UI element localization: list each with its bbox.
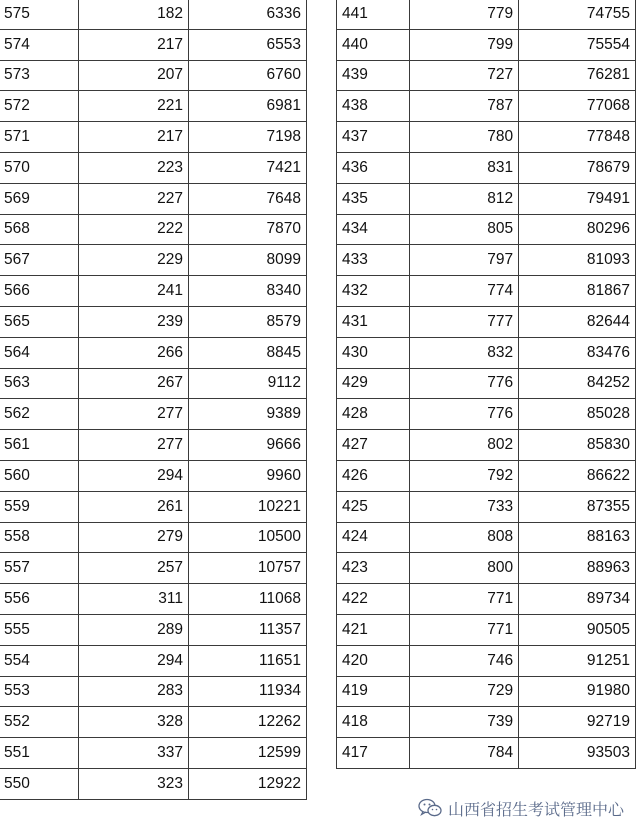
table-row [0,768,307,799]
score-cell: 424 [337,522,410,553]
count-cell: 779 [410,0,519,29]
count-cell: 328 [79,707,189,738]
table-row [0,214,307,245]
watermark-text: 山西省招生考试管理中心 [448,799,625,819]
table-row [0,183,307,214]
count-cell: 279 [79,522,189,553]
count-cell: 812 [410,183,519,214]
score-cell: 562 [0,399,79,430]
cumulative-cell: 6336 [189,0,307,29]
table-row [0,460,307,491]
cumulative-cell: 9666 [189,430,307,461]
count-cell: 182 [79,0,189,29]
table-row [0,645,307,676]
score-cell: 574 [0,29,79,60]
count-cell: 207 [79,60,189,91]
table-row [337,707,636,738]
score-cell: 438 [337,91,410,122]
count-cell: 774 [410,276,519,307]
table-row [337,491,636,522]
count-cell: 229 [79,245,189,276]
count-cell: 808 [410,522,519,553]
table-row [0,29,307,60]
cumulative-cell: 85830 [519,430,636,461]
score-cell: 428 [337,399,410,430]
cumulative-cell: 11357 [189,614,307,645]
score-cell: 553 [0,676,79,707]
count-cell: 266 [79,337,189,368]
count-cell: 257 [79,553,189,584]
table-row [0,368,307,399]
score-cell: 561 [0,430,79,461]
count-cell: 800 [410,553,519,584]
count-cell: 261 [79,491,189,522]
cumulative-cell: 10500 [189,522,307,553]
cumulative-cell: 8340 [189,276,307,307]
table-row [337,399,636,430]
score-cell: 573 [0,60,79,91]
score-cell: 436 [337,152,410,183]
count-cell: 223 [79,152,189,183]
cumulative-cell: 10221 [189,491,307,522]
score-cell: 421 [337,614,410,645]
count-cell: 831 [410,152,519,183]
score-cell: 437 [337,122,410,153]
score-cell: 425 [337,491,410,522]
score-cell: 575 [0,0,79,29]
table-row [0,430,307,461]
table-row [337,183,636,214]
score-cell: 570 [0,152,79,183]
table-row [0,553,307,584]
count-cell: 832 [410,337,519,368]
score-cell: 569 [0,183,79,214]
score-cell: 566 [0,276,79,307]
table-row [337,553,636,584]
cumulative-cell: 6981 [189,91,307,122]
count-cell: 733 [410,491,519,522]
count-cell: 283 [79,676,189,707]
table-row [337,122,636,153]
table-row [0,337,307,368]
table-row [0,306,307,337]
count-cell: 771 [410,614,519,645]
table-row [337,430,636,461]
count-cell: 776 [410,368,519,399]
watermark [412,790,636,826]
table-row [0,491,307,522]
score-cell: 418 [337,707,410,738]
count-cell: 311 [79,584,189,615]
table-row [0,276,307,307]
score-cell: 572 [0,91,79,122]
count-cell: 784 [410,738,519,769]
table-row [0,122,307,153]
cumulative-cell: 79491 [519,183,636,214]
table-row [0,91,307,122]
cumulative-cell: 12599 [189,738,307,769]
score-cell: 559 [0,491,79,522]
score-cell: 422 [337,584,410,615]
score-cell: 434 [337,214,410,245]
table-row [0,0,307,29]
count-cell: 802 [410,430,519,461]
score-cell: 552 [0,707,79,738]
score-cell: 431 [337,306,410,337]
cumulative-cell: 90505 [519,614,636,645]
cumulative-cell: 7421 [189,152,307,183]
cumulative-cell: 93503 [519,738,636,769]
table-row [0,522,307,553]
score-cell: 563 [0,368,79,399]
score-cell: 427 [337,430,410,461]
count-cell: 222 [79,214,189,245]
table-row [337,214,636,245]
cumulative-cell: 80296 [519,214,636,245]
score-cell: 571 [0,122,79,153]
cumulative-cell: 11934 [189,676,307,707]
cumulative-cell: 83476 [519,337,636,368]
score-cell: 429 [337,368,410,399]
cumulative-cell: 88163 [519,522,636,553]
score-table-left-body [0,0,307,799]
score-table-left [0,0,307,800]
count-cell: 792 [410,460,519,491]
count-cell: 277 [79,399,189,430]
cumulative-cell: 85028 [519,399,636,430]
cumulative-cell: 88963 [519,553,636,584]
cumulative-cell: 6553 [189,29,307,60]
table-row [0,738,307,769]
count-cell: 780 [410,122,519,153]
table-row [337,306,636,337]
score-cell: 557 [0,553,79,584]
cumulative-cell: 92719 [519,707,636,738]
cumulative-cell: 8099 [189,245,307,276]
cumulative-cell: 77068 [519,91,636,122]
cumulative-cell: 8579 [189,306,307,337]
score-cell: 417 [337,738,410,769]
score-cell: 555 [0,614,79,645]
cumulative-cell: 89734 [519,584,636,615]
score-cell: 554 [0,645,79,676]
table-row [337,60,636,91]
table-row [337,584,636,615]
score-table-right [336,0,636,769]
table-row [0,584,307,615]
table-row [0,60,307,91]
table-row [337,152,636,183]
cumulative-cell: 12262 [189,707,307,738]
score-cell: 440 [337,29,410,60]
score-cell: 565 [0,306,79,337]
table-row [0,245,307,276]
cumulative-cell: 11068 [189,584,307,615]
score-cell: 558 [0,522,79,553]
count-cell: 294 [79,645,189,676]
count-cell: 289 [79,614,189,645]
cumulative-cell: 6760 [189,60,307,91]
count-cell: 776 [410,399,519,430]
count-cell: 217 [79,29,189,60]
cumulative-cell: 7870 [189,214,307,245]
cumulative-cell: 9112 [189,368,307,399]
count-cell: 727 [410,60,519,91]
wechat-icon [418,798,442,818]
count-cell: 239 [79,306,189,337]
table-row [337,614,636,645]
score-cell: 567 [0,245,79,276]
score-cell: 435 [337,183,410,214]
count-cell: 337 [79,738,189,769]
count-cell: 241 [79,276,189,307]
count-cell: 217 [79,122,189,153]
score-cell: 419 [337,676,410,707]
count-cell: 739 [410,707,519,738]
table-row [337,337,636,368]
score-cell: 550 [0,768,79,799]
score-table-right-body [337,0,636,768]
count-cell: 797 [410,245,519,276]
cumulative-cell: 10757 [189,553,307,584]
score-cell: 551 [0,738,79,769]
cumulative-cell: 86622 [519,460,636,491]
table-row [0,614,307,645]
table-row [337,29,636,60]
table-row [337,645,636,676]
score-cell: 420 [337,645,410,676]
table-row [337,676,636,707]
table-row [337,276,636,307]
cumulative-cell: 84252 [519,368,636,399]
cumulative-cell: 81093 [519,245,636,276]
table-row [0,676,307,707]
table-row [337,738,636,769]
cumulative-cell: 9389 [189,399,307,430]
count-cell: 323 [79,768,189,799]
score-cell: 556 [0,584,79,615]
score-cell: 423 [337,553,410,584]
cumulative-cell: 9960 [189,460,307,491]
cumulative-cell: 78679 [519,152,636,183]
score-cell: 568 [0,214,79,245]
cumulative-cell: 76281 [519,60,636,91]
cumulative-cell: 91251 [519,645,636,676]
cumulative-cell: 75554 [519,29,636,60]
table-row [337,91,636,122]
score-cell: 564 [0,337,79,368]
score-cell: 560 [0,460,79,491]
score-cell: 430 [337,337,410,368]
count-cell: 294 [79,460,189,491]
count-cell: 771 [410,584,519,615]
cumulative-cell: 91980 [519,676,636,707]
count-cell: 746 [410,645,519,676]
table-row [337,0,636,29]
table-row [0,399,307,430]
count-cell: 787 [410,91,519,122]
cumulative-cell: 7198 [189,122,307,153]
cumulative-cell: 81867 [519,276,636,307]
table-row [337,460,636,491]
count-cell: 729 [410,676,519,707]
cumulative-cell: 11651 [189,645,307,676]
cumulative-cell: 82644 [519,306,636,337]
score-cell: 441 [337,0,410,29]
cumulative-cell: 87355 [519,491,636,522]
score-cell: 426 [337,460,410,491]
score-cell: 439 [337,60,410,91]
count-cell: 805 [410,214,519,245]
table-row [337,368,636,399]
score-cell: 432 [337,276,410,307]
count-cell: 227 [79,183,189,214]
cumulative-cell: 77848 [519,122,636,153]
count-cell: 267 [79,368,189,399]
count-cell: 221 [79,91,189,122]
table-row [0,707,307,738]
cumulative-cell: 74755 [519,0,636,29]
cumulative-cell: 7648 [189,183,307,214]
count-cell: 799 [410,29,519,60]
count-cell: 777 [410,306,519,337]
cumulative-cell: 8845 [189,337,307,368]
count-cell: 277 [79,430,189,461]
table-row [337,245,636,276]
score-cell: 433 [337,245,410,276]
cumulative-cell: 12922 [189,768,307,799]
table-row [337,522,636,553]
table-row [0,152,307,183]
